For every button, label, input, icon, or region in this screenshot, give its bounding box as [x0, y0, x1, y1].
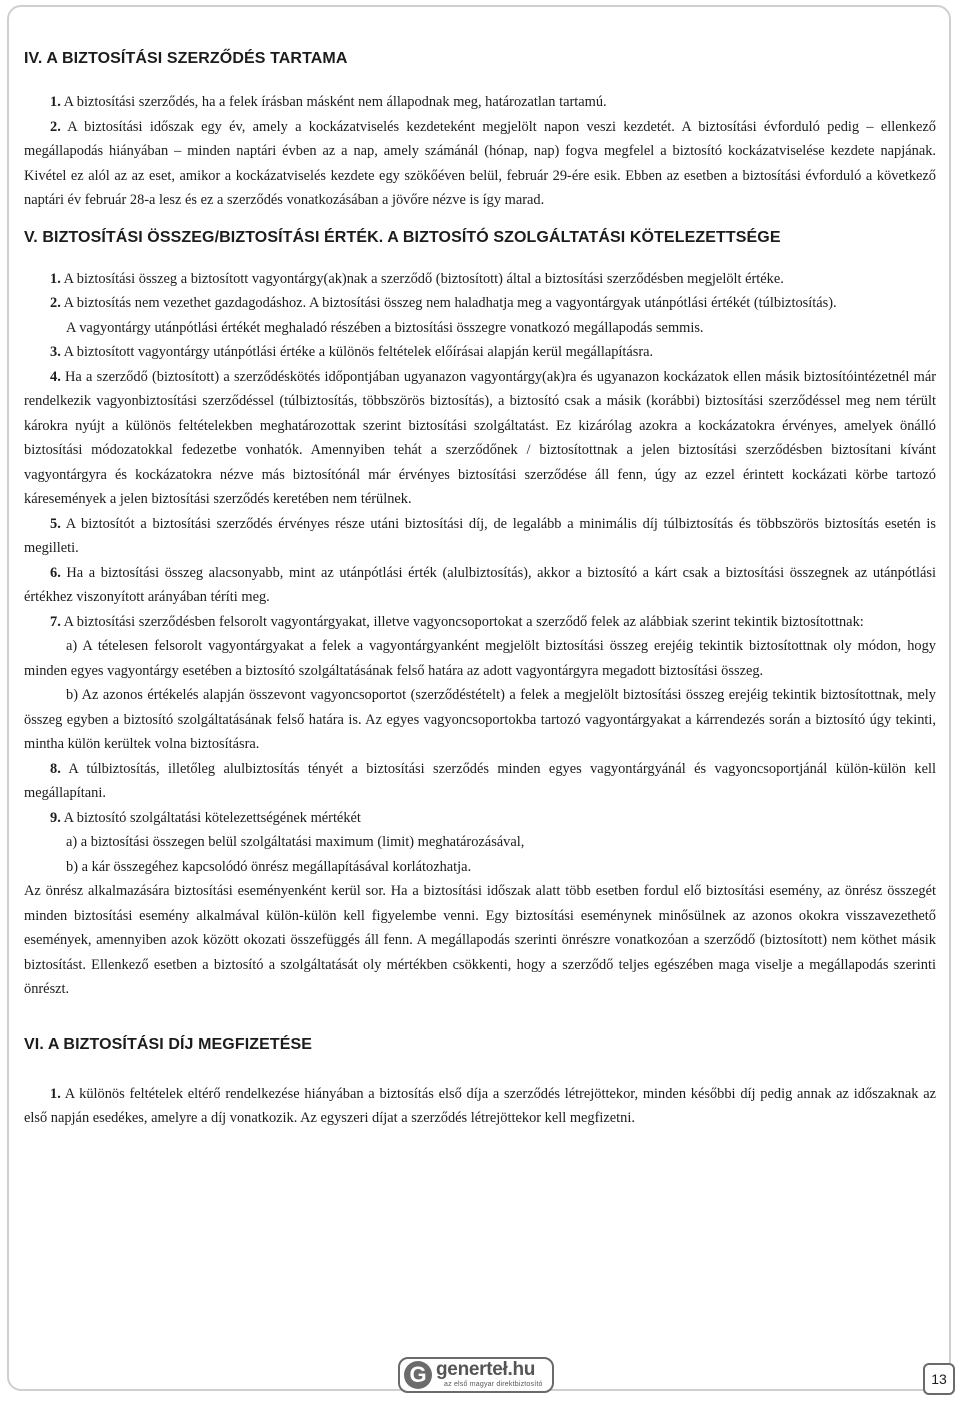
document-body	[24, 48, 936, 1131]
paragraph-v-2b: A vagyontárgy utánpótlási értékét meghaladó részében a biztosítási összegre vonatkozó megállapodás semmis.	[66, 319, 704, 336]
section-title-iv: IV. A BIZTOSÍTÁSI SZERZŐDÉS TARTAMA	[24, 50, 348, 67]
paragraph-iv-2: 2. A biztosítási időszak egy év, amely a kockázatviselés kezdeteként megjelölt napon veszi kezdetét. A biztosítási évforduló pedig – ellenkező megállapodás hiányában – minden naptári évben az a nap, amely számánál (hónap, nap) fogva megfelel a biztosító kockázatviselése kezdete napjának. Kivétel ez alól az az eset, amikor a kockázatviselés kezdete egy szökőéven belül, február 29-ére esik. Ebben az esetben a biztosítási évforduló a következő naptári év február 28-a lesz és ez a szerződés vonatkozásában a jövőre nézve is így marad.	[24, 118, 936, 208]
paragraph-iv-1: 1. A biztosítási szerződés, ha a felek írásban másként nem állapodnak meg, határozatlan tartamú.	[50, 94, 607, 110]
paragraph-v-7b: b) Az azonos értékelés alapján összevont vagyoncsoportot (szerződéstételt) a felek a megjelölt biztosítási összeg erejéig tekintik biztosítottnak, mely összeg egyben a biztosító szolgáltatásának felső határa is. Az egyes vagyoncsoportokba tartozó vagyontárgyakat a kárrendezés során a biztosító úgy tekinti, mintha külön kerültek volna biztosításra.	[24, 687, 936, 752]
page-number: 13	[923, 1363, 955, 1395]
paragraph-v-9: 9. A biztosító szolgáltatási kötelezettségének mértékét	[50, 809, 361, 826]
paragraph-v-1: 1. A biztosítási összeg a biztosított vagyontárgy(ak)nak a szerződő (biztosított) által a biztosítási szerződésben megjelölt értéke.	[50, 270, 784, 287]
logo-tagline: az első magyar direktbiztosító	[444, 1381, 543, 1388]
paragraph-v-8: 8. A túlbiztosítás, illetőleg alulbiztosítás tényét a biztosítási szerződés minden egyes vagyontárgyánál és vagyoncsoportjánál külön-külön kell megállapítani.	[24, 760, 936, 801]
paragraph-v-10: Az önrész alkalmazására biztosítási eseményenként kerül sor. Ha a biztosítási időszak alatt több esetben fordul elő biztosítási esemény, az önrész összegét minden biztosítási esemény alkalmával külön-külön kell figyelembe venni. Egy biztosítási eseménynek minősülnek az azonos okokra visszavezethető események, amennyiben azok között okozati összefüggés áll fenn. A megállapodás szerinti önrészre vonatkozóan a szerződő (biztosított) nem köthet másik biztosítást. Ellenkező esetben a biztosító a szolgáltatását oly mértékben csökkenti, hogy a szerződő teljes egészében maga viselje a megállapodás szerinti önrészt.	[24, 883, 936, 997]
paragraph-v-3: 3. A biztosított vagyontárgy utánpótlási értéke a különös feltételek előírásai alapján kerül megállapításra.	[50, 344, 654, 360]
paragraph-v-7: 7. A biztosítási szerződésben felsorolt vagyontárgyakat, illetve vagyoncsoportokat a szerződő felek az alábbiak szerint tekintik biztosítottnak:	[50, 613, 864, 630]
paragraph-v-4: 4. Ha a szerződő (biztosított) a szerződéskötés időpontjában ugyanazon vagyontárgy(ak)ra és ugyanazon kockázatok ellen másik biztosítóintézetnél már rendelkezik vagyonbiztosítási szerződéssel (túlbiztosítás, többszörös biztosítás), a biztosító csak a másik (korábbi) biztosítási szerződéssel meg nem térült károkra nyújt a különös feltételekben meghatározottak szerint biztosítási szolgáltatást. Ez kizárólag azokra a kockázatokra érvényes, amelyek önálló biztosítási módozatokkal fedezetbe vonhatók. Amennyiben tehát a szerződőnek / biztosítottnak a jelen biztosítási szerződésben biztosítani kívánt vagyontárgyra és kockázatokra nézve más biztosítónál már érvényes biztosítási szerződése áll fenn, úgy az ezzel érintett kockázati körbe tartozó káresemények a jelen biztosítási szerződés keretében nem térülnek.	[24, 368, 936, 507]
paragraph-v-5: 5. A biztosítót a biztosítási szerződés érvényes része utáni biztosítási díj, de legalább a minimális díj túlbiztosítás és többszörös biztosítás esetén is megilleti.	[24, 515, 936, 556]
paragraph-v-2: 2. A biztosítás nem vezethet gazdagodáshoz. A biztosítási összeg nem haladhatja meg a vagyontárgyak utánpótlási értékét (túlbiztosítás).	[50, 295, 837, 311]
paragraph-v-7a: a) A tételesen felsorolt vagyontárgyakat a felek a vagyontárgyanként megjelölt biztosítási összeg erejéig tekintik biztosítottnak oly módon, hogy minden egyes vagyontárgy esetében a biztosító szolgáltatásának felső határa az adott vagyontárgyra megadott biztosítási összeg.	[24, 638, 936, 679]
paragraph-v-6: 6. Ha a biztosítási összeg alacsonyabb, mint az utánpótlási érték (alulbiztosítás), akkor a biztosító a kárt csak a biztosítási összegnek az utánpótlási értékhez viszonyított arányában téríti meg.	[24, 564, 936, 605]
section-title-vi: VI. A BIZTOSÍTÁSI DÍJ MEGFIZETÉSE	[24, 1035, 313, 1053]
paragraph-vi-1: 1. A különös feltételek eltérő rendelkezése hiányában a biztosítás első díja a szerződés létrejöttekor, minden későbbi díj pedig annak az időszaknak az első napján esedékes, amelyre a díj vonatkozik. Az egyszeri díjat a szerződés létrejöttekor kell megfizetni.	[24, 1085, 936, 1126]
generali-logo	[398, 1357, 554, 1393]
section-title-v: V. BIZTOSÍTÁSI ÖSSZEG/BIZTOSÍTÁSI ÉRTÉK. A BIZTOSÍTÓ SZOLGÁLTATÁSI KÖTELEZETTSÉGE	[24, 228, 781, 246]
paragraph-v-9b: b) a kár összegéhez kapcsolódó önrész megállapításával korlátozhatja.	[66, 858, 472, 875]
paragraph-v-9a: a) a biztosítási összegen belül szolgáltatási maximum (limit) meghatározásával,	[66, 834, 525, 850]
logo-g-icon: G	[404, 1361, 432, 1389]
logo-text: generteł.hu	[436, 1359, 536, 1380]
